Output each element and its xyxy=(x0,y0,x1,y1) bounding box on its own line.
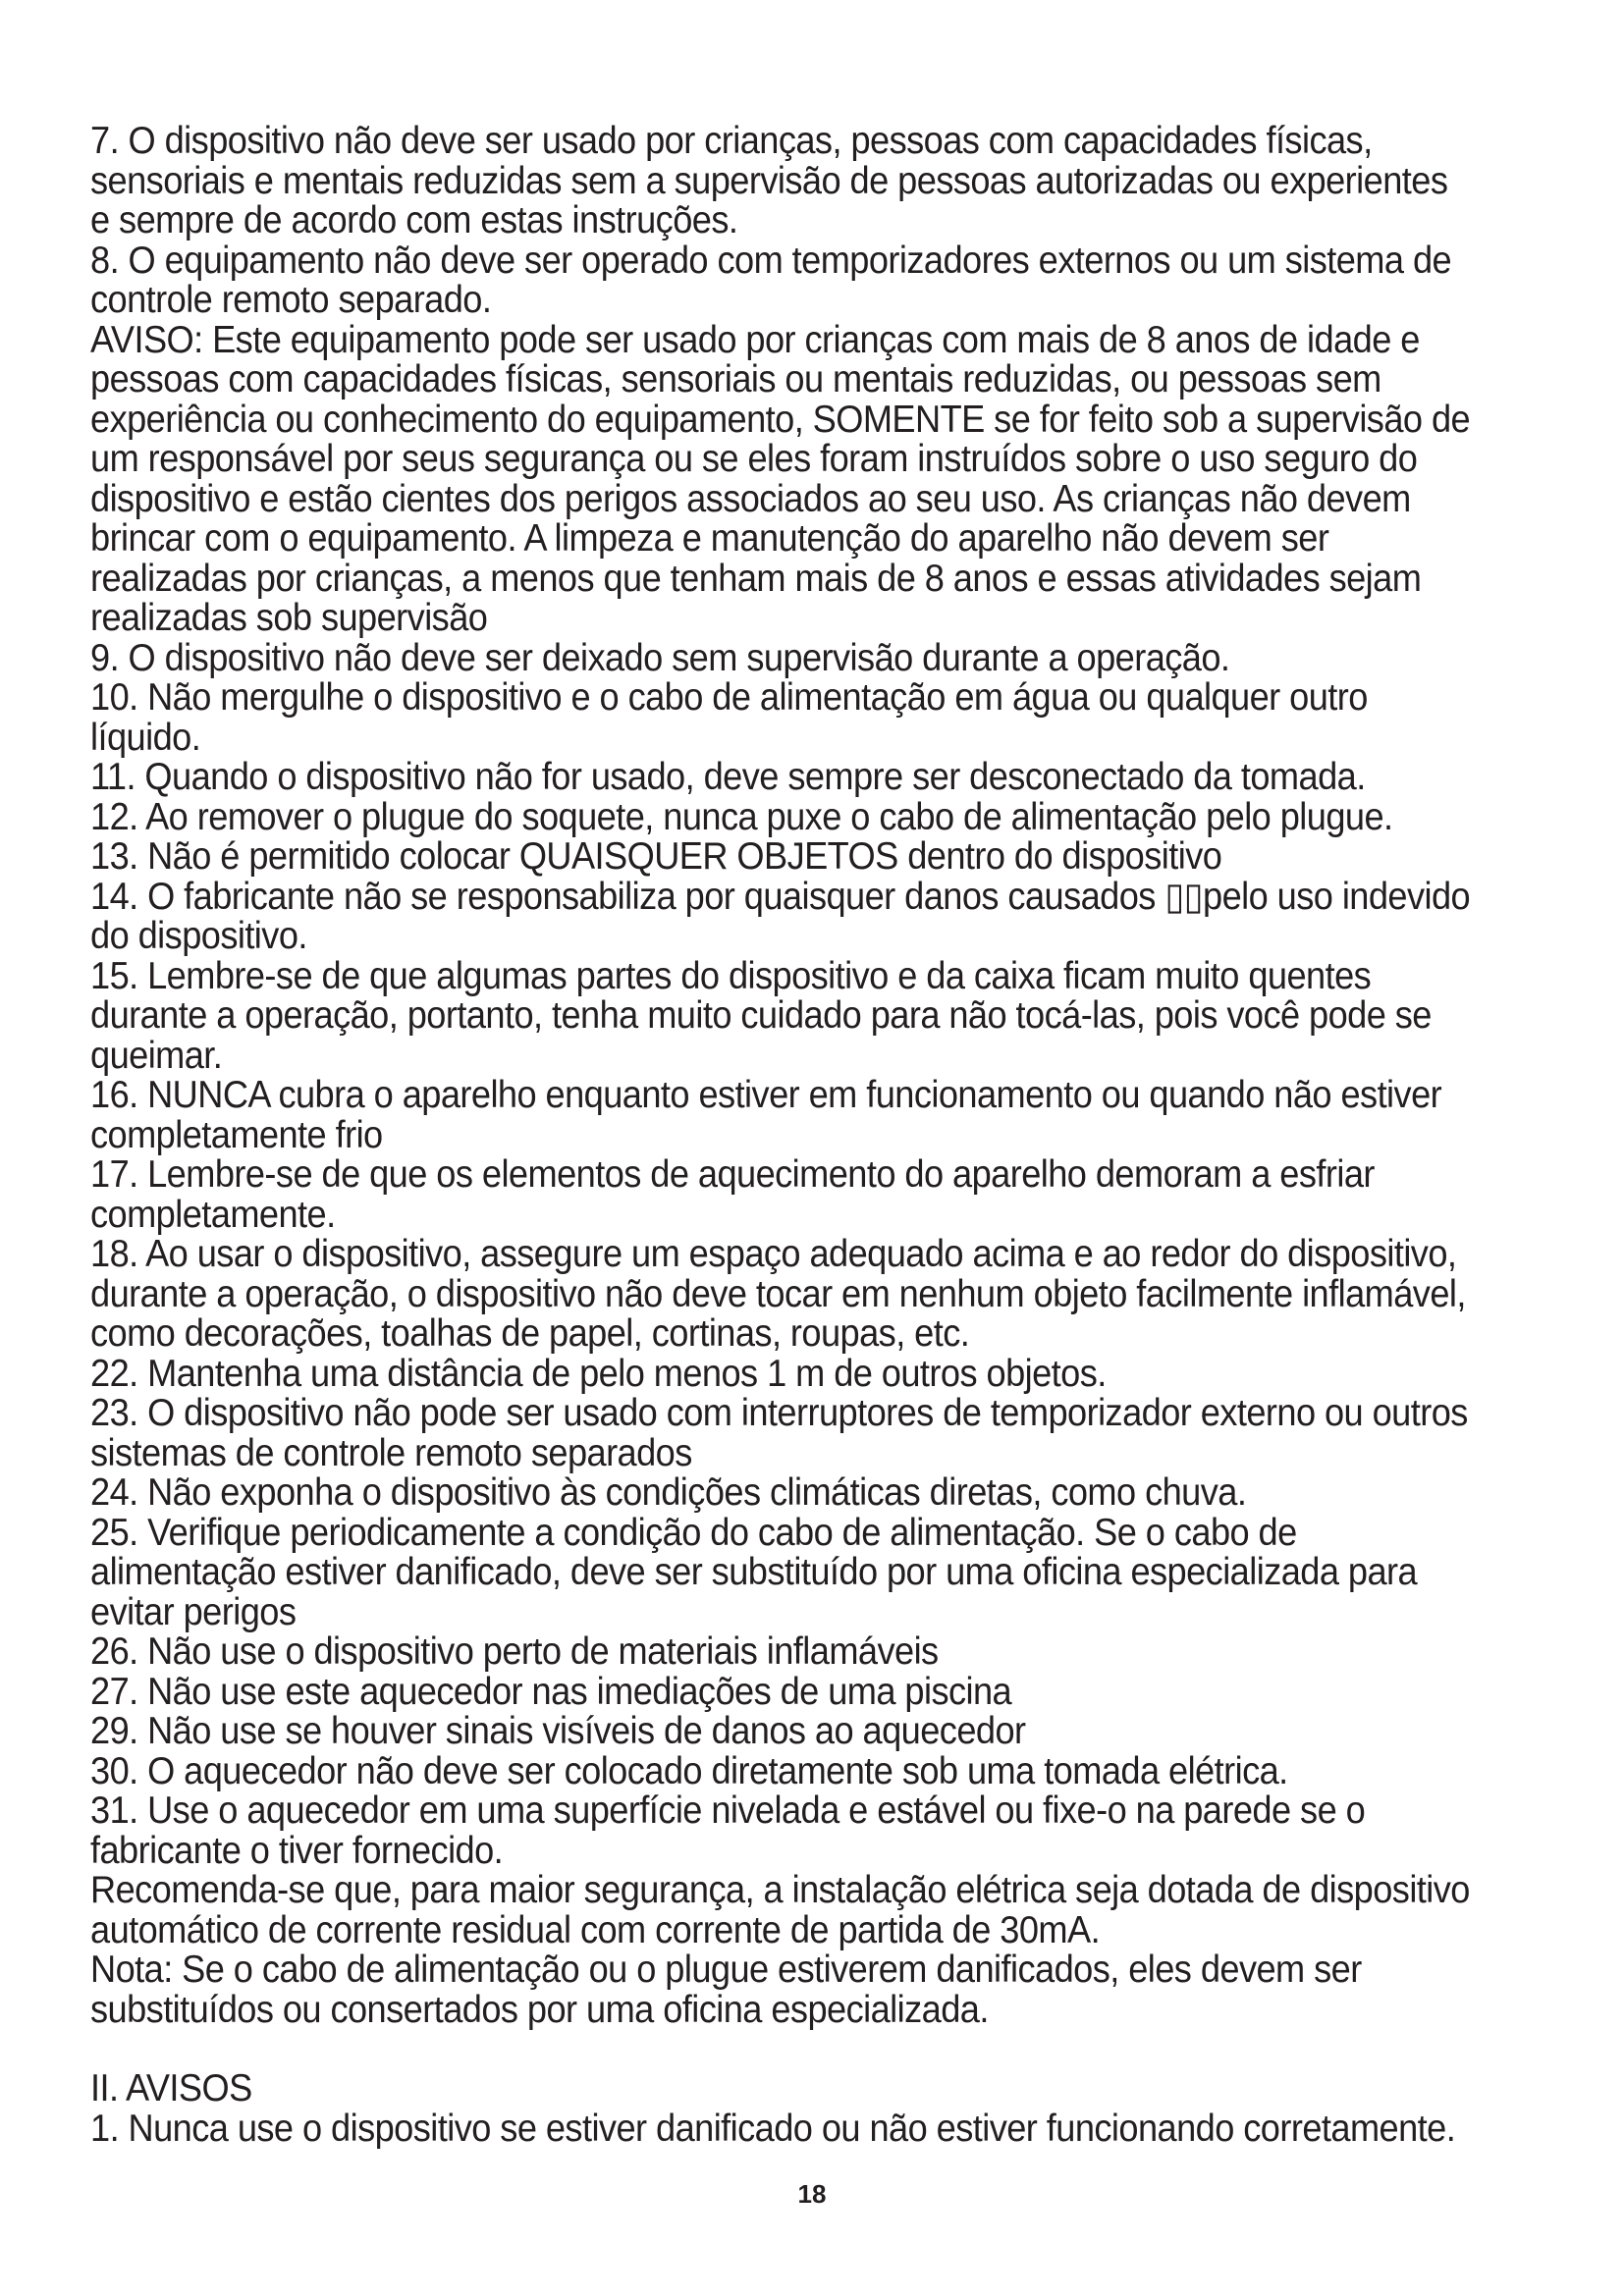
document-page xyxy=(90,122,1475,2149)
section-heading: II. AVISOS xyxy=(90,2067,252,2109)
paragraph-item-16: 16. NUNCA cubra o aparelho enquanto estiver em funcionamento ou quando não estiver completamente frio xyxy=(90,1074,1442,1156)
paragraph-item-10: 10. Não mergulhe o dispositivo e o cabo de alimentação em água ou qualquer outro líquido. xyxy=(90,676,1368,759)
paragraph-item-22: 22. Mantenha uma distância de pelo menos 1 m de outros objetos. xyxy=(90,1352,1107,1395)
section-spacer xyxy=(90,2030,1475,2069)
paragraph-item-29: 29. Não use se houver sinais visíveis de danos ao aquecedor xyxy=(90,1710,1026,1752)
paragraph-item-8: 8. O equipamento não deve ser operado com temporizadores externos ou um sistema de controle remoto separado. xyxy=(90,239,1452,321)
paragraph-item-11: 11. Quando o dispositivo não for usado, deve sempre ser desconectado da tomada. xyxy=(90,756,1366,798)
paragraph-item-15: 15. Lembre-se de que algumas partes do dispositivo e da caixa ficam muito quentes durante a operação, portanto, tenha muito cuidado para não tocá-las, pois você pode se queimar. xyxy=(90,954,1432,1077)
paragraph-aviso: AVISO: Este equipamento pode ser usado por crianças com mais de 8 anos de idade e pessoas com capacidades físicas, sensoriais ou mentais reduzidas, ou pessoas sem experiência ou conhecimento do equipamento, SOMENTE se for feito sob a supervisão de um responsável por seus segurança ou se eles foram instruídos sobre o uso seguro do dispositivo e estão cientes dos perigos associados ao seu uso. As crianças não devem brincar com o equipamento. A limpeza e manutenção do aparelho não devem ser realizadas por crianças, a menos que tenham mais de 8 anos e essas atividades sejam realizadas sob supervisão xyxy=(90,318,1471,639)
paragraph-item-24: 24. Não exponha o dispositivo às condições climáticas diretas, como chuva. xyxy=(90,1471,1247,1514)
paragraph-item-7: 7. O dispositivo não deve ser usado por crianças, pessoas com capacidades físicas, sensoriais e mentais reduzidas sem a supervisão de pessoas autorizadas ou experientes e sempre de acordo com estas instruções. xyxy=(90,120,1448,241)
paragraph-recommendation: Recomenda-se que, para maior segurança, a instalação elétrica seja dotada de dispositivo automático de corrente residual com corrente de partida de 30mA. xyxy=(90,1869,1470,1951)
paragraph-item-26: 26. Não use o dispositivo perto de materiais inflamáveis xyxy=(90,1630,939,1673)
paragraph-note: Nota: Se o cabo de alimentação ou o plugue estiverem danificados, eles devem ser substituídos ou consertados por uma oficina especializada. xyxy=(90,1949,1362,2031)
page-number: 18 xyxy=(797,2179,827,2209)
paragraph-item-30: 30. O aquecedor não deve ser colocado diretamente sob uma tomada elétrica. xyxy=(90,1749,1288,1792)
paragraph-item-13: 13. Não é permitido colocar QUAISQUER OBJETOS dentro do dispositivo xyxy=(90,835,1222,878)
paragraph-item-17: 17. Lembre-se de que os elementos de aquecimento do aparelho demoram a esfriar completamente. xyxy=(90,1153,1375,1236)
paragraph-item-23: 23. O dispositivo não pode ser usado com interruptores de temporizador externo ou outros sistemas de controle remoto separados xyxy=(90,1392,1468,1474)
paragraph-item-25: 25. Verifique periodicamente a condição do cabo de alimentação. Se o cabo de alimentação estiver danificado, deve ser substituído por uma oficina especializada para evitar perigos xyxy=(90,1511,1418,1633)
paragraph-warning-1: 1. Nunca use o dispositivo se estiver danificado ou não estiver funcionando corretamente. xyxy=(90,2107,1456,2150)
paragraph-item-27: 27. Não use este aquecedor nas imediações de uma piscina xyxy=(90,1670,1012,1713)
paragraph-item-31: 31. Use o aquecedor em uma superfície nivelada e estável ou fixe-o na parede se o fabricante o tiver fornecido. xyxy=(90,1789,1366,1872)
paragraph-item-12: 12. Ao remover o plugue do soquete, nunca puxe o cabo de alimentação pelo plugue. xyxy=(90,795,1393,838)
paragraph-item-18: 18. Ao usar o dispositivo, assegure um espaço adequado acima e ao redor do dispositivo, durante a operação, o dispositivo não deve tocar em nenhum objeto facilmente inflamável, como decorações, toalhas de papel, cortinas, roupas, etc. xyxy=(90,1233,1466,1355)
paragraph-item-9: 9. O dispositivo não deve ser deixado sem supervisão durante a operação. xyxy=(90,636,1230,679)
paragraph-item-14: 14. O fabricante não se responsabiliza por quaisquer danos causados ▯▯pelo uso indevido do dispositivo. xyxy=(90,875,1471,957)
